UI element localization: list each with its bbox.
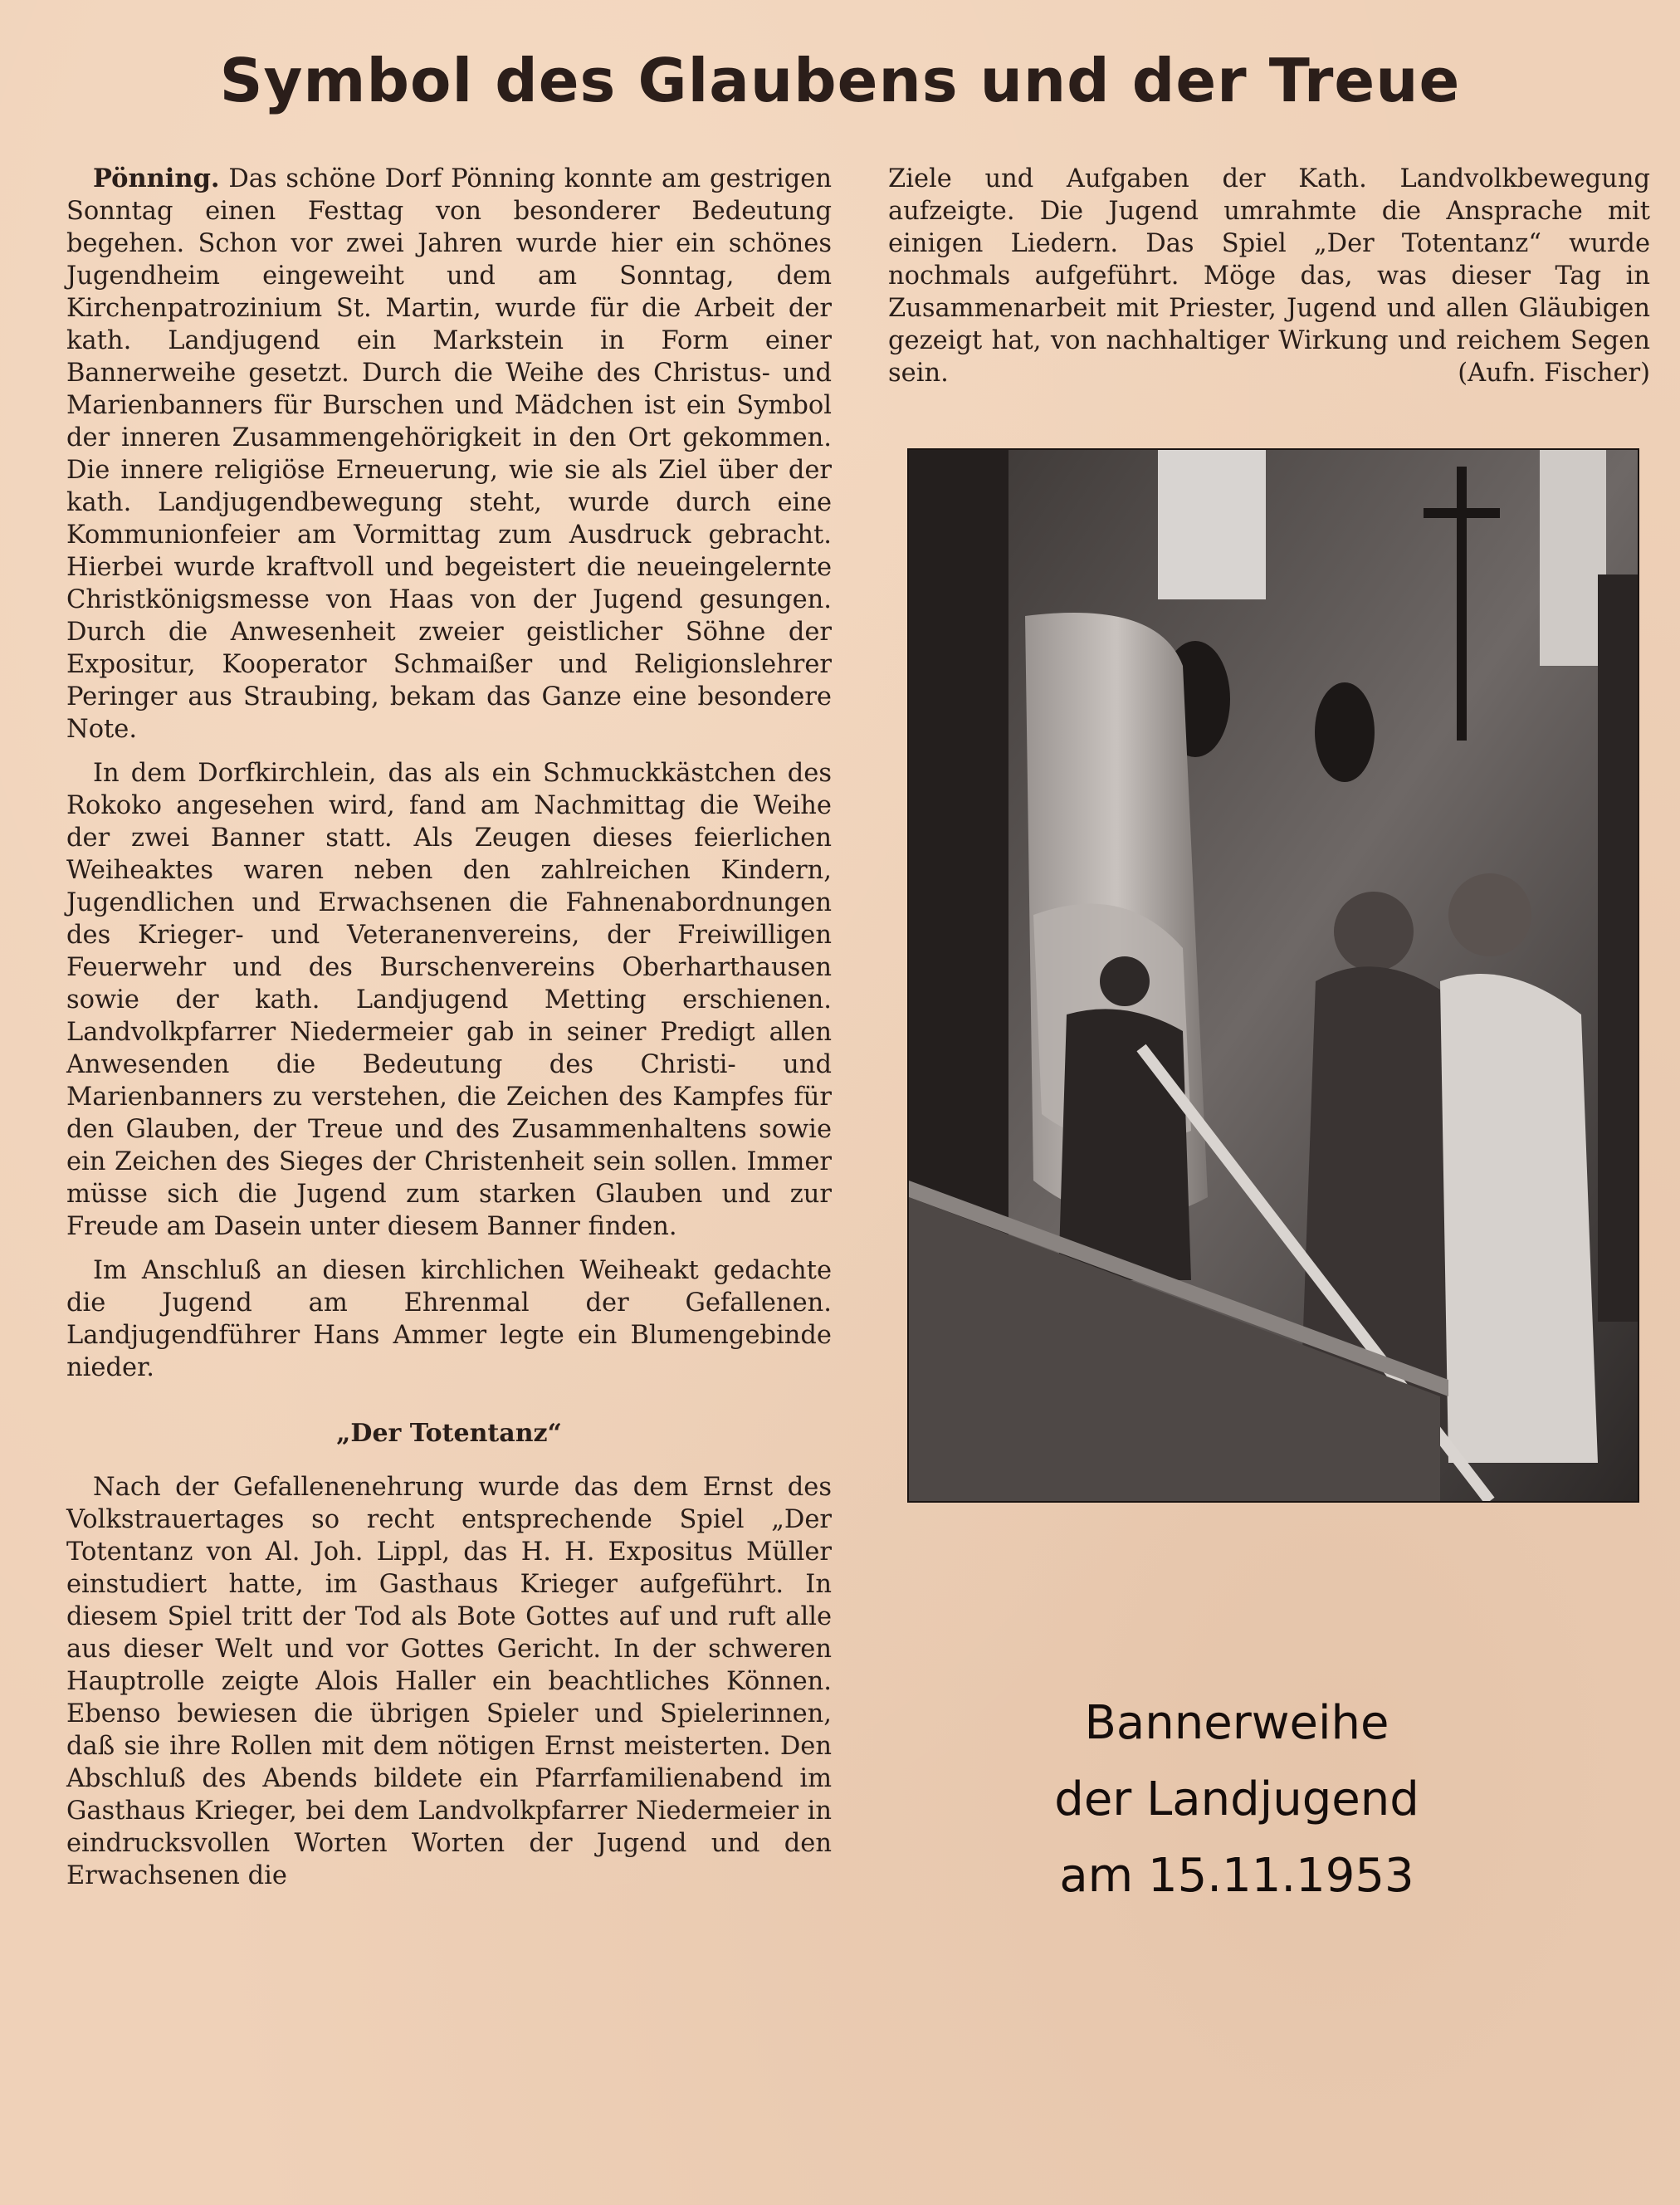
- church-banner-photo: [907, 448, 1639, 1503]
- article-column-right: [888, 163, 1650, 389]
- paragraph-5-text: Ziele und Aufgaben der Kath. Landvolkbewegung aufzeigte. Die Jugend umrahmte die Ansprache mit einigen Liedern. Das Spiel „Der Totentanz“ wurde nochmals aufgeführt. Möge das, was dieser Tag in Zusammenarbeit mit Priester, Jugend und allen Gläubigen gezeigt hat, von nachhaltiger Wirkung und reichem Segen sein.: [888, 164, 1650, 388]
- subheading: „Der Totentanz“: [336, 1419, 562, 1448]
- photo-illustration: [909, 450, 1638, 1501]
- paragraph-1-text: Das schöne Dorf Pönning konnte am gestrigen Sonntag einen Festtag von besonderer Bedeutung begehen. Schon vor zwei Jahren wurde hier ein schönes Jugendheim eingeweiht und am Sonntag, dem Kirchenpatrozinium St. Martin, wurde für die Arbeit der kath. Landjugend ein Markstein in Form einer Bannerweihe gesetzt. Durch die Weihe des Christus- und Marienbanners für Burschen und Mädchen ist ein Symbol der inneren Zusammengehörigkeit in den Ort gekommen. Die innere religiöse Erneuerung, wie sie als Ziel über der kath. Landjugendbewegung steht, wurde durch eine Kommunionfeier am Vormittag zum Ausdruck gebracht. Hierbei wurde kraftvoll und begeistert die neueingelernte Christkönigsmesse von Haas von der Jugend gesungen. Durch die Anwesenheit zweier geistlicher Söhne der Expositur, Kooperator Schmaißer und Religionslehrer Peringer aus Straubing, bekam das Ganze eine besondere Note.: [66, 164, 832, 744]
- caption-line-2: der Landjugend: [1054, 1772, 1419, 1826]
- dateline: Pönning.: [93, 164, 220, 193]
- handwritten-caption: [979, 1685, 1494, 1914]
- headline: Symbol des Glaubens und der Treue: [219, 46, 1461, 115]
- photo-credit: (Aufn. Fischer): [1458, 359, 1650, 388]
- paragraph-3: Im Anschluß an diesen kirchlichen Weiheakt gedachte die Jugend am Ehrenmal der Gefallenen. Landjugendführer Hans Ammer legte ein Blumengebinde nieder.: [66, 1256, 832, 1382]
- paragraph-1: [66, 163, 832, 746]
- paragraph-4: Nach der Gefallenenehrung wurde das dem Ernst des Volkstrauertages so recht entsprechende Spiel „Der Totentanz von Al. Joh. Lippl, das H. H. Expositus Müller einstudiert hatte, im Gasthaus Krieger aufgeführt. In diesem Spiel tritt der Tod als Bote Gottes auf und ruft alle aus dieser Welt und vor Gottes Gericht. In der schweren Hauptrolle zeigte Alois Haller ein beachtliches Können. Ebenso bewiesen die übrigen Spieler und Spielerinnen, daß sie ihre Rollen mit dem nötigen Ernst meisterten. Den Abschluß des Abends bildete ein Pfarrfamilienabend im Gasthaus Krieger, bei dem Landvolkpfarrer Niedermeier in eindrucksvollen Worten Worten der Jugend und den Erwachsenen die: [66, 1473, 832, 1890]
- article-column-left: [66, 163, 832, 1892]
- paragraph-5: [888, 163, 1650, 389]
- caption-line-3: am 15.11.1953: [1059, 1849, 1414, 1903]
- caption-line-1: Bannerweihe: [1084, 1696, 1389, 1750]
- paragraph-2: In dem Dorfkirchlein, das als ein Schmuckkästchen des Rokoko angesehen wird, fand am Nachmittag die Weihe der zwei Banner statt. Als Zeugen dieses feierlichen Weiheaktes waren neben den zahlreichen Kindern, Jugendlichen und Erwachsenen die Fahnenabordnungen des Krieger- und Veteranenvereins, der Freiwilligen Feuerwehr und des Burschenvereins Oberharthausen sowie der kath. Landjugend Metting erschienen. Landvolkpfarrer Niedermeier gab in seiner Predigt allen Anwesenden die Bedeutung des Christi- und Marienbanners zu verstehen, die Zeichen des Kampfes für den Glauben, der Treue und des Zusammenhaltens sowie ein Zeichen des Sieges der Christenheit sein sollen. Immer müsse sich die Jugend zum starken Glauben und zur Freude am Dasein unter diesem Banner finden.: [66, 759, 832, 1241]
